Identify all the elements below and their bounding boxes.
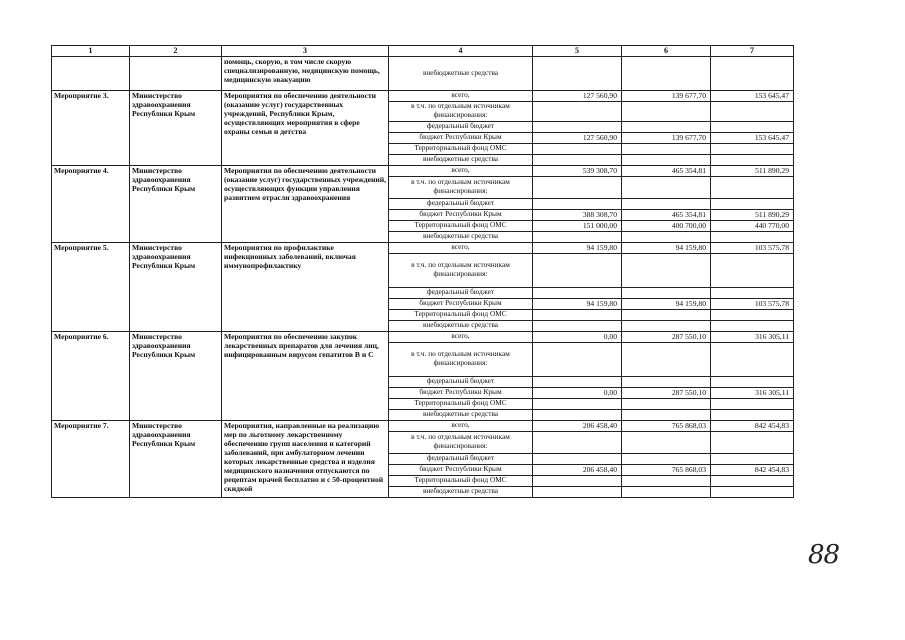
value-v7: 316 305,11 — [711, 387, 794, 398]
value-v5 — [533, 154, 622, 165]
value-v6 — [622, 342, 711, 376]
value-v7 — [711, 409, 794, 420]
funding-source: бюджет Республики Крым — [389, 132, 533, 143]
value-v6 — [622, 376, 711, 387]
value-v7 — [711, 342, 794, 376]
value-v7: 316 305,11 — [711, 331, 794, 342]
value-v5 — [533, 398, 622, 409]
value-v7: 511 890,29 — [711, 209, 794, 220]
funding-source: федеральный бюджет — [389, 453, 533, 464]
funding-source: Территориальный фонд ОМС — [389, 143, 533, 154]
value-v5 — [533, 253, 622, 287]
funding-source: внебюджетные средства — [389, 409, 533, 420]
funding-row — [52, 242, 794, 253]
value-v6: 765 868,03 — [622, 420, 711, 431]
measure-label: Мероприятие 7. — [52, 420, 130, 497]
value-v7: 103 575,78 — [711, 242, 794, 253]
value-v5 — [533, 101, 622, 121]
measure-description: Мероприятия по обеспечению деятельности (оказанию услуг) государственных учреждений, Республики Крым, осуществляющих мероприятия в сфере охраны семьи и детства — [222, 90, 389, 165]
value-v5: 94 159,80 — [533, 298, 622, 309]
value-v5: 206 458,40 — [533, 420, 622, 431]
funding-source: федеральный бюджет — [389, 198, 533, 209]
funding-source: Территориальный фонд ОМС — [389, 475, 533, 486]
value-v7 — [711, 287, 794, 298]
measure-cell — [52, 56, 130, 90]
value-v7: 153 645,47 — [711, 132, 794, 143]
value-v5: 388 308,70 — [533, 209, 622, 220]
value-v5: 539 308,70 — [533, 165, 622, 176]
funding-source: в т.ч. по отдельным источникам финансирования: — [389, 431, 533, 453]
value-v6 — [622, 198, 711, 209]
value-v5: 94 159,80 — [533, 242, 622, 253]
value-v7 — [711, 309, 794, 320]
value-v7: 511 890,29 — [711, 165, 794, 176]
value-v7 — [711, 475, 794, 486]
value-v7 — [711, 453, 794, 464]
funding-source: федеральный бюджет — [389, 287, 533, 298]
column-number: 2 — [130, 46, 222, 57]
value-v6 — [622, 143, 711, 154]
value-v5 — [533, 376, 622, 387]
value-v7 — [711, 431, 794, 453]
value-v6: 139 677,70 — [622, 90, 711, 101]
value-v6 — [622, 154, 711, 165]
value-v5 — [533, 475, 622, 486]
funding-source: всего, — [389, 165, 533, 176]
value-v6: 94 159,80 — [622, 242, 711, 253]
funding-source: всего, — [389, 242, 533, 253]
value-v6: 287 550,10 — [622, 331, 711, 342]
funding-source: внебюджетные средства — [389, 320, 533, 331]
value-v7 — [711, 198, 794, 209]
executor-cell: Министерство здравоохранения Республики Крым — [130, 331, 222, 420]
value-v7: 103 575,78 — [711, 298, 794, 309]
value-v5 — [533, 287, 622, 298]
value-v6 — [622, 431, 711, 453]
page-number: 88 — [808, 540, 840, 570]
value-v5: 151 000,00 — [533, 220, 622, 231]
value-v7 — [711, 376, 794, 387]
column-number-row — [52, 46, 794, 57]
column-number: 1 — [52, 46, 130, 57]
measure-description: Мероприятия, направленные на реализацию мер по льготному лекарственному обеспечению групп населения и категорий заболеваний, при амбулаторном лечении которых лекарственные средства и изделия медицинского назначения отпускаются по рецептам врачей бесплатно и с 50-процентной скидкой — [222, 420, 389, 497]
value-v6: 465 354,81 — [622, 209, 711, 220]
funding-source: бюджет Республики Крым — [389, 209, 533, 220]
funding-source: бюджет Республики Крым — [389, 464, 533, 475]
measure-label: Мероприятие 4. — [52, 165, 130, 242]
value-v6 — [622, 101, 711, 121]
value-v6 — [622, 121, 711, 132]
measure-label: Мероприятие 6. — [52, 331, 130, 420]
funding-row — [52, 90, 794, 101]
funding-source: бюджет Республики Крым — [389, 298, 533, 309]
value-v7 — [711, 320, 794, 331]
executor-cell: Министерство здравоохранения Республики Крым — [130, 90, 222, 165]
funding-source: Территориальный фонд ОМС — [389, 398, 533, 409]
column-number: 7 — [711, 46, 794, 57]
funding-source: Территориальный фонд ОМС — [389, 220, 533, 231]
funding-source: внебюджетные средства — [389, 154, 533, 165]
value-v6 — [622, 453, 711, 464]
value-v7 — [711, 398, 794, 409]
value-v5: 127 560,90 — [533, 132, 622, 143]
value-v7 — [711, 231, 794, 242]
funding-row — [52, 420, 794, 431]
funding-source: в т.ч. по отдельным источникам финансирования: — [389, 101, 533, 121]
value-v7 — [711, 154, 794, 165]
value-v7: 842 454,83 — [711, 420, 794, 431]
value-v5 — [533, 231, 622, 242]
funding-source: всего, — [389, 420, 533, 431]
value-v6: 94 159,80 — [622, 298, 711, 309]
measure-description: Мероприятия по обеспечению деятельности (оказание услуг) государственных учреждений, осуществляющих функции управления развитием отрасли здравоохранения — [222, 165, 389, 242]
funding-source: федеральный бюджет — [389, 376, 533, 387]
measure-label: Мероприятие 3. — [52, 90, 130, 165]
funding-source: в т.ч. по отдельным источникам финансирования: — [389, 342, 533, 376]
executor-cell: Министерство здравоохранения Республики Крым — [130, 165, 222, 242]
measure-description: Мероприятия по обеспечению закупок лекарственных препаратов для лечения лиц, инфицированным вирусом гепатитов В и С — [222, 331, 389, 420]
measure-description: Мероприятия по профилактике инфекционных заболеваний, включая иммунопрофилактику — [222, 242, 389, 331]
value-v5 — [533, 431, 622, 453]
value-v6: 287 550,10 — [622, 387, 711, 398]
executor-cell: Министерство здравоохранения Республики Крым — [130, 420, 222, 497]
value-v6 — [622, 231, 711, 242]
column-number: 3 — [222, 46, 389, 57]
value-v5: 0,00 — [533, 331, 622, 342]
value-v7: 842 454,83 — [711, 464, 794, 475]
measure-description: помощь, скорую, в том числе скорую специализированную, медицинскую помощь, медицинскую эвакуацию — [222, 56, 389, 90]
value-v5 — [533, 176, 622, 198]
value-v7 — [711, 176, 794, 198]
funding-source: Территориальный фонд ОМС — [389, 309, 533, 320]
value-v7 — [711, 486, 794, 497]
value-v6 — [622, 287, 711, 298]
funding-row — [52, 331, 794, 342]
value-v5 — [533, 342, 622, 376]
value-v7 — [711, 253, 794, 287]
value-v7 — [711, 143, 794, 154]
funding-source: внебюджетные средства — [389, 231, 533, 242]
funding-source: бюджет Республики Крым — [389, 387, 533, 398]
value-v5 — [533, 309, 622, 320]
value-v6 — [622, 475, 711, 486]
value-v6 — [622, 253, 711, 287]
value-v6 — [622, 398, 711, 409]
value-v5 — [533, 143, 622, 154]
measure-label: Мероприятие 5. — [52, 242, 130, 331]
value-v6 — [622, 309, 711, 320]
value-v6 — [622, 486, 711, 497]
value-v5 — [533, 198, 622, 209]
column-number: 5 — [533, 46, 622, 57]
value-v6: 139 677,70 — [622, 132, 711, 143]
value-v7: 440 770,00 — [711, 220, 794, 231]
value-v5: 127 560,90 — [533, 90, 622, 101]
column-number: 4 — [389, 46, 533, 57]
value-v6: 765 868,03 — [622, 464, 711, 475]
value-v5 — [533, 320, 622, 331]
funding-source: всего, — [389, 331, 533, 342]
value-v7 — [711, 121, 794, 132]
executor-cell: Министерство здравоохранения Республики Крым — [130, 242, 222, 331]
value-v5: 0,00 — [533, 387, 622, 398]
column-number: 6 — [622, 46, 711, 57]
value-v6: 465 354,81 — [622, 165, 711, 176]
value-v7 — [711, 101, 794, 121]
value-v6 — [622, 409, 711, 420]
funding-source: федеральный бюджет — [389, 121, 533, 132]
value-v5 — [533, 486, 622, 497]
value-v7: 153 645,47 — [711, 90, 794, 101]
value-col5 — [533, 56, 622, 90]
value-v6 — [622, 176, 711, 198]
value-v6: 400 700,00 — [622, 220, 711, 231]
value-v5 — [533, 121, 622, 132]
funding-source: внебюджетные средства — [389, 486, 533, 497]
value-col6 — [622, 56, 711, 90]
value-v5: 206 458,40 — [533, 464, 622, 475]
funding-row — [52, 165, 794, 176]
funding-source: в т.ч. по отдельным источникам финансирования: — [389, 176, 533, 198]
value-v6 — [622, 320, 711, 331]
executor-cell — [130, 56, 222, 90]
continuation-row — [52, 56, 794, 90]
value-v5 — [533, 409, 622, 420]
value-v5 — [533, 453, 622, 464]
value-col7 — [711, 56, 794, 90]
funding-source: внебюджетные средства — [389, 56, 533, 90]
funding-source: всего, — [389, 90, 533, 101]
funding-source: в т.ч. по отдельным источникам финансирования: — [389, 253, 533, 287]
budget-table — [51, 45, 794, 498]
